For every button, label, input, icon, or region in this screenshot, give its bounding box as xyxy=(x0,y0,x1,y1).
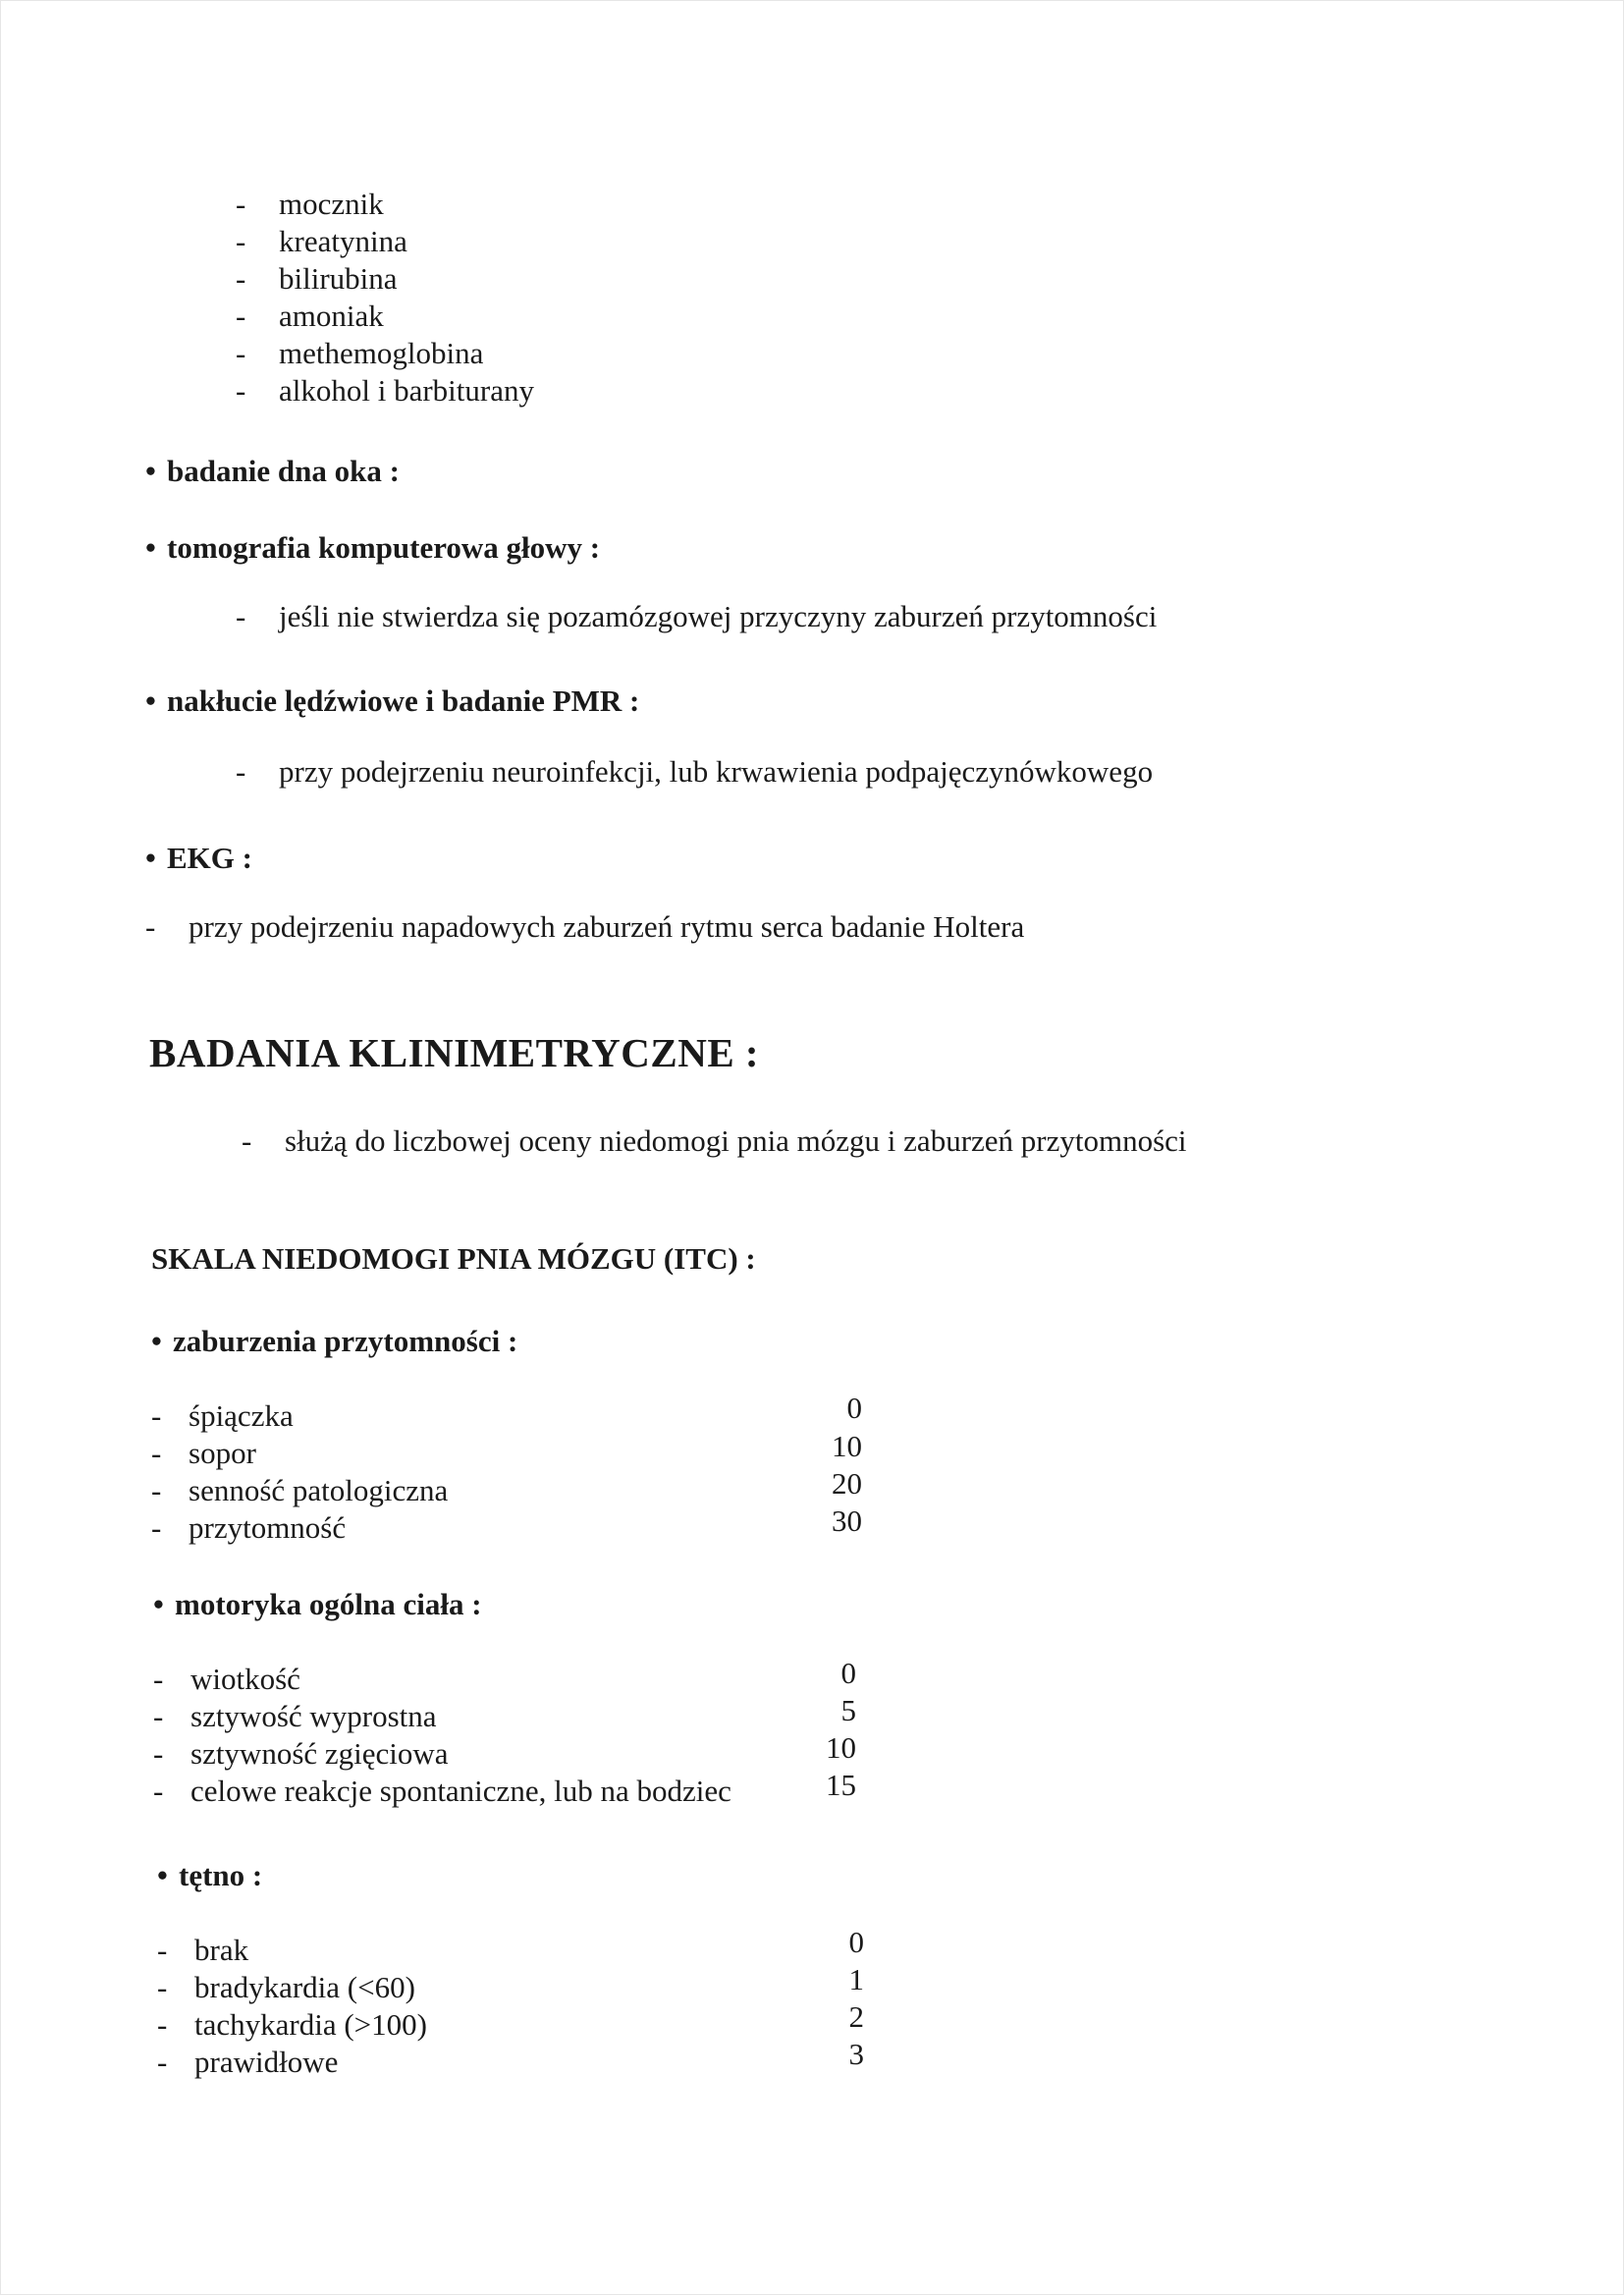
scale-item: - senność patologiczna xyxy=(151,1473,449,1507)
section-heading-fundus: • badanie dna oka : xyxy=(145,454,400,488)
scale-section-heading: • zaburzenia przytomności : xyxy=(151,1324,518,1358)
scale-item: - sztywność zgięciowa xyxy=(153,1736,449,1771)
page-heading-clinimetric: BADANIA KLINIMETRYCZNE : xyxy=(149,1030,760,1075)
scale-item: - brak xyxy=(157,1933,249,1967)
scale-item: - sopor xyxy=(151,1436,256,1470)
scale-item: - przytomność xyxy=(151,1510,347,1545)
section-heading-lp: • nakłucie lędźwiowe i badanie PMR : xyxy=(145,683,640,718)
scale-section-heading: • tętno : xyxy=(157,1858,263,1892)
scale-score: 0 xyxy=(846,1391,862,1425)
list-item: - bilirubina xyxy=(236,261,398,296)
scale-score: 15 xyxy=(826,1768,856,1802)
scale-score: 30 xyxy=(832,1503,862,1538)
scale-item: - prawidłowe xyxy=(157,2045,339,2079)
scale-score: 20 xyxy=(832,1466,862,1501)
ekg-note: - przy podejrzeniu napadowych zaburzeń rytmu serca badanie Holtera xyxy=(145,909,1025,944)
scale-section-heading: • motoryka ogólna ciała : xyxy=(153,1587,482,1621)
scale-score: 1 xyxy=(848,1962,864,1996)
lp-note: - przy podejrzeniu neuroinfekcji, lub krwawienia podpajęczynówkowego xyxy=(236,754,1154,789)
scale-item: - sztywość wyprostna xyxy=(153,1699,437,1733)
list-item: - mocznik xyxy=(236,187,384,221)
scale-score: 10 xyxy=(832,1429,862,1463)
scale-item: - śpiączka xyxy=(151,1398,294,1433)
scale-item: - bradykardia (<60) xyxy=(157,1970,415,2004)
ct-note: - jeśli nie stwierdza się pozamózgowej przyczyny zaburzeń przytomności xyxy=(236,599,1158,633)
scale-item: - wiotkość xyxy=(153,1662,300,1696)
scale-title: SKALA NIEDOMOGI PNIA MÓZGU (ITC) : xyxy=(151,1241,756,1276)
clinimetric-note: - służą do liczbowej oceny niedomogi pnia mózgu i zaburzeń przytomności xyxy=(242,1123,1187,1158)
list-item: - methemoglobina xyxy=(236,336,484,370)
scale-score: 0 xyxy=(848,1925,864,1959)
scale-item: - tachykardia (>100) xyxy=(157,2007,427,2042)
section-heading-ct: • tomografia komputerowa głowy : xyxy=(145,530,601,565)
list-item: - amoniak xyxy=(236,299,384,333)
scale-score: 10 xyxy=(826,1730,856,1765)
list-item: - kreatynina xyxy=(236,224,407,258)
scale-score: 2 xyxy=(848,1999,864,2034)
scale-item: - celowe reakcje spontaniczne, lub na bodziec xyxy=(153,1774,731,1808)
scale-score: 5 xyxy=(840,1693,856,1727)
scale-score: 0 xyxy=(840,1656,856,1690)
section-heading-ekg: • EKG : xyxy=(145,841,252,875)
scale-score: 3 xyxy=(848,2037,864,2071)
list-item: - alkohol i barbiturany xyxy=(236,373,534,408)
